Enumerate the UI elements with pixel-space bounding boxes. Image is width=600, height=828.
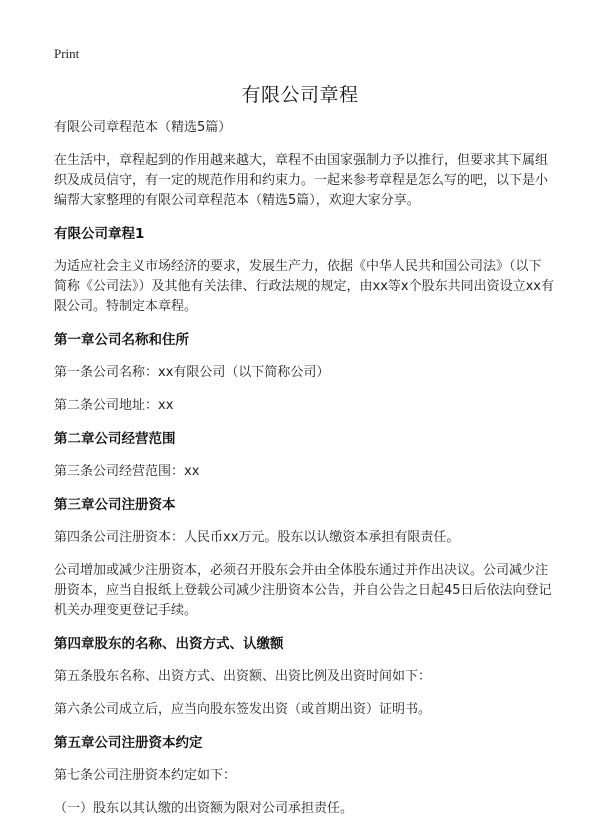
chapter2-heading: 第二章公司经营范围 [54, 431, 176, 447]
chapter3-heading: 第三章公司注册资本 [54, 497, 176, 513]
document-body [54, 118, 554, 819]
document-subtitle: 有限公司章程范本（精选5篇） [54, 120, 232, 135]
chapter4-heading: 第四章股东的名称、出资方式、认缴额 [54, 636, 284, 652]
article5: 第五条股东名称、出资方式、出资额、出资比例及出资时间如下： [54, 669, 432, 684]
article1: 第一条公司名称：xx有限公司（以下简称公司） [54, 365, 330, 380]
article6: 第六条公司成立后，应当向股东签发出资（或首期出资）证明书。 [54, 702, 432, 717]
chapter5-heading: 第五章公司注册资本约定 [54, 735, 203, 751]
article4: 第四条公司注册资本：人民币xx万元。股东以认缴资本承担有限责任。 [54, 530, 460, 545]
intro-paragraph: 在生活中，章程起到的作用越来越大，章程不由国家强制力予以推行，但要求其下属组织及成员信守，有一定的规范作用和约束力。一起来参考章程是怎么写的吧，以下是小编帮大家整理的有限公司章程范本（精选5篇），欢迎大家分享。 [54, 153, 549, 208]
article3: 第三条公司经营范围：xx [54, 464, 200, 479]
capital-change-paragraph: 公司增加或减少注册资本，必须召开股东会并由全体股东通过并作出决议。公司减少注册资本，应当自报纸上登载公司减少注册资本公告，并自公告之日起45日后依法向登记机关办理变更登记手续。 [54, 563, 552, 618]
print-link[interactable]: Print [54, 46, 80, 61]
list-item: （一）股东以其认缴的出资额为限对公司承担责任。 [54, 801, 354, 816]
article2: 第二条公司地址：xx [54, 398, 174, 413]
article7: 第七条公司注册资本约定如下： [54, 768, 237, 783]
chapter1-heading: 第一章公司名称和住所 [54, 332, 189, 348]
preamble-paragraph: 为适应社会主义市场经济的要求，发展生产力，依据《中华人民共和国公司法》（以下简称《公司法》）及其他有关法律、行政法规的规定，由xx等x个股东共同出资设立xx有限公司。特制定本章程。 [54, 259, 554, 314]
section-heading: 有限公司章程1 [54, 226, 145, 242]
page-title: 有限公司章程 [241, 84, 359, 106]
